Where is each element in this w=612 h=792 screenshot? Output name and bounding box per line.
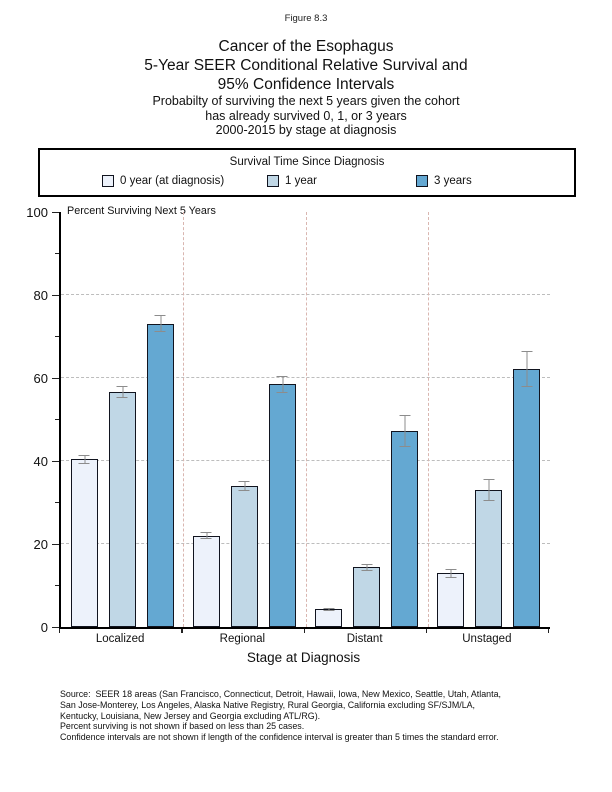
- error-bar: [117, 386, 128, 398]
- legend-item: [416, 175, 472, 187]
- y-tick-label: 60: [33, 370, 48, 386]
- bar-unstaged-1yr: [475, 490, 502, 627]
- y-major-tick: [52, 295, 59, 296]
- error-bar-cap: [201, 538, 212, 539]
- error-bar-cap: [483, 479, 494, 480]
- bar-localized-0yr: [71, 459, 98, 627]
- bar-slot: [315, 212, 342, 627]
- chart-title-line: 5-Year SEER Conditional Relative Survival and: [144, 57, 468, 74]
- chart-subtitle-line: Probabilty of surviving the next 5 years given the cohort: [152, 94, 460, 108]
- legend-swatch-1-year: [267, 175, 279, 187]
- source-note-line: Percent surviving is not shown if based on less than 25 cases.: [60, 721, 305, 732]
- error-bar-line: [489, 479, 490, 501]
- error-bar: [399, 415, 410, 447]
- source-note-line: San Jose-Monterey, Los Angeles, Alaska Native Registry, Rural Georgia, California excluding SF/SJM/LA,: [60, 699, 476, 710]
- error-bar: [361, 564, 372, 571]
- bar-regional-1yr: [231, 486, 258, 627]
- x-category-label: Localized: [95, 633, 145, 645]
- legend-item: [267, 175, 317, 187]
- error-bar-line: [282, 376, 283, 393]
- bar-slot: [71, 212, 98, 627]
- bar-group-distant: [306, 212, 429, 627]
- bar-localized-3yr: [147, 324, 174, 627]
- x-category-label: Unstaged: [462, 633, 512, 645]
- source-note-line: Confidence intervals are not shown if length of the confidence interval is greater than 5 times the standard error.: [60, 732, 499, 743]
- y-major-tick: [52, 461, 59, 462]
- plot-area: [59, 212, 550, 629]
- y-tick-label: 20: [33, 536, 48, 552]
- error-bar-cap: [79, 455, 90, 456]
- x-category-label: Distant: [346, 633, 383, 645]
- x-axis-title: Stage at Diagnosis: [246, 650, 361, 665]
- error-bar: [323, 608, 334, 611]
- error-bar: [79, 455, 90, 464]
- y-minor-tick: [55, 336, 59, 337]
- figure-number: Figure 8.3: [284, 13, 328, 24]
- error-bar-cap: [277, 376, 288, 377]
- error-bar: [155, 315, 166, 332]
- bar-distant-0yr: [315, 609, 342, 627]
- bar-regional-0yr: [193, 536, 220, 627]
- bar-slot: [475, 212, 502, 627]
- y-minor-tick: [55, 502, 59, 503]
- bar-slot: [109, 212, 136, 627]
- legend-swatch-3-years: [416, 175, 428, 187]
- y-tick-label: 80: [33, 287, 48, 303]
- x-boundary-tick: [548, 629, 549, 633]
- error-bar-cap: [277, 392, 288, 393]
- bar-group-regional: [183, 212, 306, 627]
- error-bar-cap: [155, 331, 166, 332]
- error-bar: [483, 479, 494, 501]
- y-axis-title: Percent Surviving Next 5 Years: [67, 205, 216, 217]
- x-category-label: Regional: [219, 633, 266, 645]
- chart-title-line: Cancer of the Esophagus: [218, 38, 394, 55]
- chart-subtitle-line: 2000-2015 by stage at diagnosis: [215, 123, 397, 137]
- bar-distant-1yr: [353, 567, 380, 627]
- error-bar-cap: [117, 386, 128, 387]
- bar-slot: [269, 212, 296, 627]
- bar-group-unstaged: [428, 212, 550, 627]
- y-minor-tick: [55, 419, 59, 420]
- y-tick-label: 0: [40, 619, 48, 635]
- bar-localized-1yr: [109, 392, 136, 627]
- legend-item: [102, 175, 224, 187]
- x-boundary-tick: [181, 629, 182, 633]
- legend-title: Survival Time Since Diagnosis: [229, 156, 385, 168]
- legend-label: 1 year: [285, 175, 317, 187]
- legend-swatch-0-year: [102, 175, 114, 187]
- error-bar: [521, 351, 532, 387]
- title-block: [0, 37, 612, 138]
- error-bar: [201, 532, 212, 539]
- y-major-tick: [52, 378, 59, 379]
- y-minor-tick: [55, 253, 59, 254]
- error-bar: [445, 569, 456, 577]
- source-note-line: Source: SEER 18 areas (San Francisco, Connecticut, Detroit, Hawaii, Iowa, New Mexico, Seattle, Utah, Atlanta,: [60, 689, 501, 699]
- bar-slot: [231, 212, 258, 627]
- error-bar-cap: [155, 315, 166, 316]
- bar-slot: [391, 212, 418, 627]
- bar-unstaged-3yr: [513, 369, 540, 627]
- error-bar-cap: [521, 386, 532, 387]
- source-note-line: Kentucky, Louisiana, New Jersey and Georgia excluding ATL/RG).: [60, 710, 321, 721]
- error-bar-cap: [399, 415, 410, 416]
- error-bar-cap: [483, 500, 494, 501]
- source-note: [60, 689, 590, 743]
- x-boundary-tick: [59, 629, 60, 633]
- error-bar-line: [160, 315, 161, 332]
- legend-label: 3 years: [434, 175, 472, 187]
- bar-slot: [513, 212, 540, 627]
- error-bar-cap: [361, 564, 372, 565]
- bar-slot: [353, 212, 380, 627]
- error-bar-cap: [323, 610, 334, 611]
- bar-slot: [193, 212, 220, 627]
- x-boundary-tick: [426, 629, 427, 633]
- x-boundary-tick: [304, 629, 305, 633]
- error-bar-cap: [445, 577, 456, 578]
- bar-regional-3yr: [269, 384, 296, 627]
- bar-unstaged-0yr: [437, 573, 464, 627]
- error-bar-cap: [239, 481, 250, 482]
- bar-group-localized: [61, 212, 184, 627]
- legend-label: 0 year (at diagnosis): [120, 175, 225, 187]
- y-tick-label: 40: [33, 453, 48, 469]
- error-bar-cap: [323, 608, 334, 609]
- chart-title-line: 95% Confidence Intervals: [217, 76, 395, 93]
- error-bar-cap: [239, 490, 250, 491]
- y-major-tick: [52, 544, 59, 545]
- error-bar-cap: [399, 446, 410, 447]
- y-tick-label: 100: [26, 204, 48, 220]
- y-major-tick: [52, 627, 59, 628]
- y-major-tick: [52, 212, 59, 213]
- legend: [38, 148, 576, 197]
- chart-subtitle-line: has already survived 0, 1, or 3 years: [205, 108, 407, 123]
- error-bar-line: [405, 415, 406, 447]
- bar-distant-3yr: [391, 431, 418, 627]
- bar-slot: [437, 212, 464, 627]
- error-bar: [239, 481, 250, 491]
- error-bar-cap: [445, 569, 456, 570]
- error-bar-cap: [79, 463, 90, 464]
- y-minor-tick: [55, 585, 59, 586]
- error-bar-line: [527, 351, 528, 387]
- error-bar-cap: [361, 570, 372, 571]
- bar-slot: [147, 212, 174, 627]
- error-bar-cap: [521, 351, 532, 352]
- error-bar: [277, 376, 288, 393]
- error-bar-cap: [117, 397, 128, 398]
- error-bar-cap: [201, 532, 212, 533]
